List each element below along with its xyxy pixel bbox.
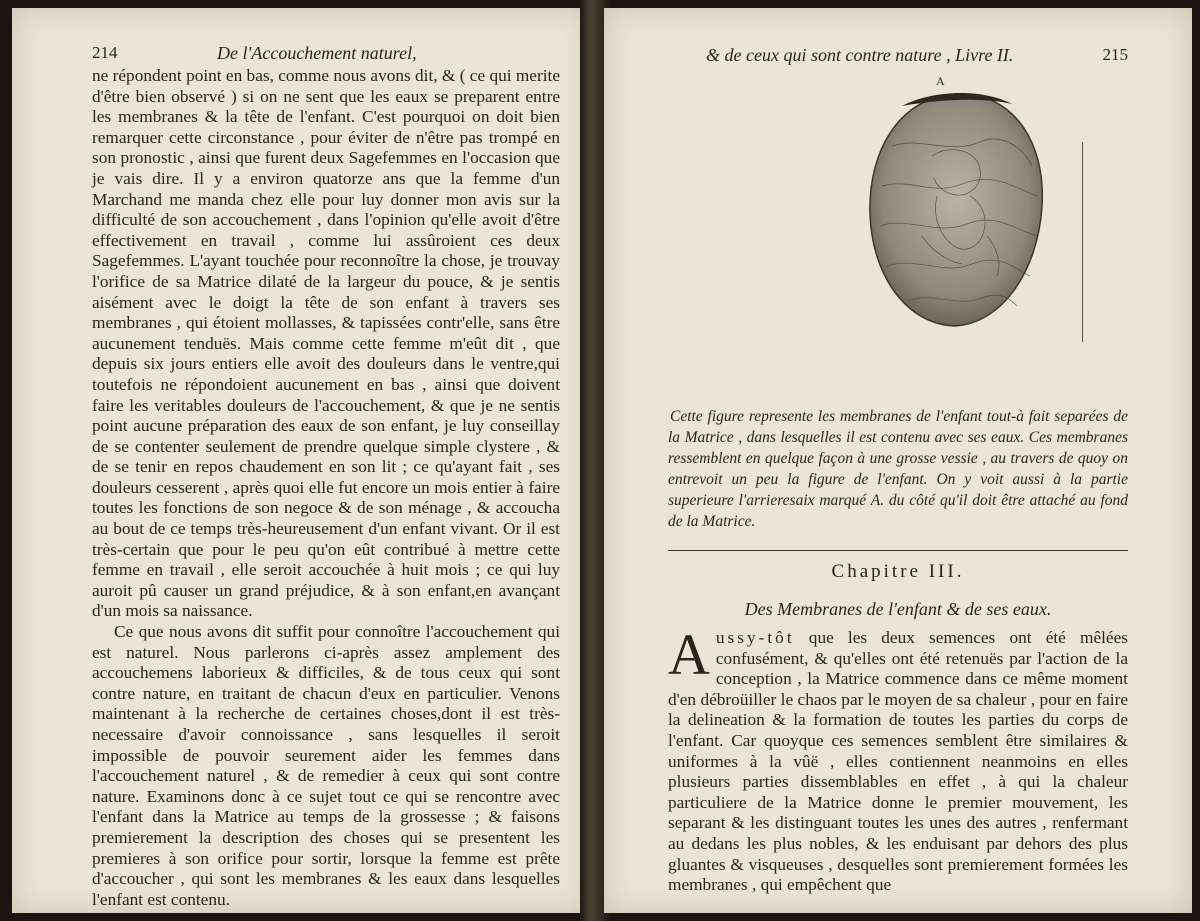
left-paragraph-2: Ce que nous avons dit suffit pour connoître l'accouchement qui est naturel. Nous parlerons ci-après assez amplement des accouchemens laborieux & difficiles, & de tous ceux qui sont contre nature, en traitant de chacun d'eux en particulier. Venons maintenant à la recherche de certaines choses,dont il est très-necessaire d'avoir connoissance , sans lesquelles il seroit impossible de pouvoir seurement aider les femmes dans l'accouchement naturel , & de remedier à ceux qui sont contre nature. Examinons donc à ce sujet tout ce qui se rencontre avec l'enfant dans la Matrice au temps de la grossesse ; & faisons premierement la description des choses qui se presentent les premieres à son orifice pour sortir, lorsque la femme est prête d'accoucher , qui sont les membranes & les eaux dans lesquelles l'enfant est contenu. [92, 622, 560, 909]
chapter-title: Chapitre III. [831, 561, 965, 582]
membrane-outline [870, 94, 1042, 326]
chapter-subtitle: Des Membranes de l'enfant & de ses eaux. [744, 599, 1052, 619]
right-page-number: 215 [1102, 45, 1128, 64]
drop-cap: A [668, 622, 710, 687]
figure-caption: Cette figure represente les membranes de l'enfant tout-à fait separées de la Matrice , dans lesquelles il est contenu avec ses eaux. Ces membranes ressemblent en quelque façon à une grosse vessie , au travers de quoy on entrevoit un peu la figure de l'enfant. On y voit aussi à la partie superieure l'arrieresaix marqué A. du côté qu'il doit être attaché au fond de la Matrice. [668, 408, 1128, 530]
chapter-paragraph: que les deux semences ont été mêlées confusément, & qu'elles ont été retenuës par l'action de la conception , la Matrice commence dans ce même moment d'en débroüiller le chaos par le moyen de sa chaleur , pour en faire la delineation & la formation de toutes les parties du corps de l'enfant. Car quoyque ces semences semblent être similaires & uniformes à la vûë , elles contiennent neanmoins en elles plusieurs parties dissemblables en effet , à qui la chaleur particuliere de la Matrice donne le premier mouvement, les separant & les distinguant toutes les unes des autres , renfermant au dedans les plus nobles, & les enduisant par dehors des plus gluantes & visqueuses , desquelles sont premierement formées les membranes , qui empêchent que [668, 628, 1128, 895]
left-paragraph-1: ne répondent point en bas, comme nous avons dit, & ( ce qui merite d'être bien observé ) si on ne sent que les eaux se preparent entre les membranes & la tête de l'enfant. C'est pourquoi on doit bien remarquer cette circonstance , pour éviter de n'être pas trompé en son pronostic , ainsi que furent deux Sagefemmes en l'occasion que je vais dire. Il y a environ quatorze ans que la femme d'un Marchand me manda chez elle pour luy donner mon avis sur la difficulté de son accouchement , dans l'opinion qu'elle avoit d'être effectivement en travail , comme lui assûroient ces deux Sagefemmes. L'ayant touchée pour reconnoître la chose, je trouvay l'orifice de sa Matrice dilaté de la largeur du pouce, & je sentis aisément avec le doigt la tête de son enfant à travers ses membranes , qui étoient mollasses, & tapissées contr'elle, sans être aucunement tenduës. Mais comme cette femme m'eût dit , que depuis six jours entiers elle avoit des douleurs dans le ventre,qui toutefois ne répondoient aucunement en bas , ainsi que doivent faire les veritables douleurs de l'accouchement, & que je ne sentis point aucune préparation des eaux de son enfant, je luy conseillay de se contenter seulement de prendre quelque simple clystere , & de se tenir en repos chaudement en son lit ; ce qu'ayant fait , ses douleurs cesserent , après quoi elle fut encore un mois entier à faire toutes les fonctions de son negoce & de son ménage , & accoucha au bout de ce temps très-heureusement d'un enfant vivant. Or il est très-certain que pour le peu qu'on eût contribué à mettre cette femme en travail , elle seroit accouchée à huit mois ; ce qui luy auroit pû causer un grand préjudice, & à son enfant,en avançant d'un mois sa naissance. [92, 66, 560, 621]
dropcap-follow-text: ussy-tôt [715, 628, 795, 647]
right-page [604, 8, 1192, 913]
chapter-body-text [668, 622, 1128, 896]
right-running-title: & de ceux qui sont contre nature , Livre II. [706, 45, 1014, 65]
left-page [12, 8, 590, 913]
left-body-text [92, 66, 560, 910]
left-running-title: De l'Accouchement naturel, [217, 43, 417, 63]
section-rule [668, 550, 1128, 551]
left-page-number: 214 [92, 43, 118, 62]
left-running-head [92, 42, 560, 64]
membrane-engraving [862, 86, 1052, 336]
membrane-figure [668, 72, 1128, 362]
right-running-head [668, 44, 1128, 66]
figure-side-rule [1082, 142, 1083, 342]
figure-label: A [936, 74, 945, 88]
